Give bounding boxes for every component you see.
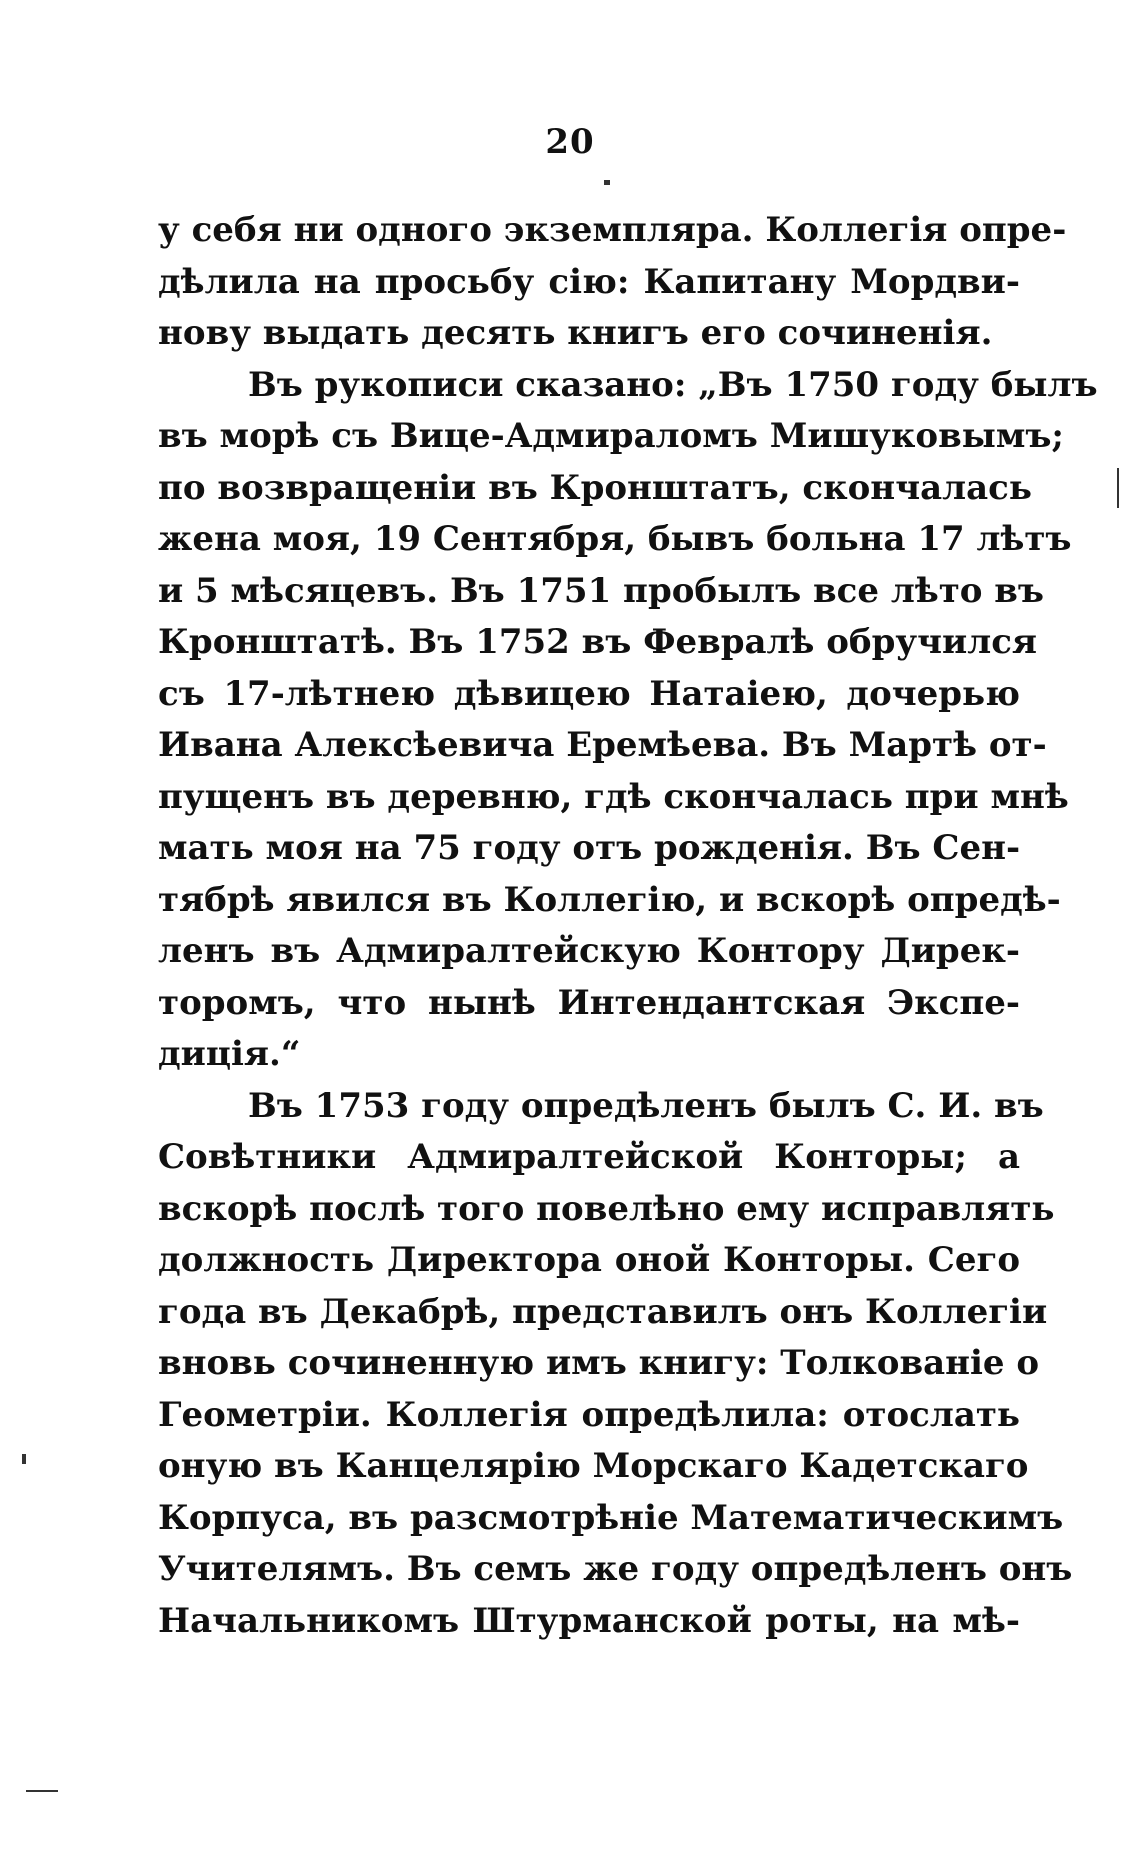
text-line: вскорѣ послѣ того повелѣно ему исправлять [158, 1188, 1055, 1229]
body-text [158, 205, 1098, 1647]
text-line: по возвращеніи въ Кронштатъ, скончалась [158, 467, 1032, 508]
text-line: нову выдать десять книгъ его сочиненія. [158, 313, 993, 353]
text-line: и 5 мѣсяцевъ. Въ 1751 пробылъ все лѣто въ [158, 570, 1045, 611]
text-line: должность Директора оной Конторы. Сего [158, 1240, 1020, 1280]
text-line: Геометріи. Коллегія опредѣлила: отослать [158, 1394, 1020, 1435]
text-line: Въ рукописи сказано: „Въ 1750 году былъ [248, 364, 1098, 405]
scan-mark-top [604, 180, 610, 185]
text-line: жена моя, 19 Сентября, бывъ больна 17 лѣтъ [158, 519, 1072, 559]
text-line: ленъ въ Адмиралтейскую Контору Дирек- [158, 931, 1020, 971]
text-line: въ морѣ съ Вице-Адмираломъ Мишуковымъ; [158, 416, 1064, 456]
text-line: дѣлила на просьбу сію: Капитану Мордви- [158, 261, 1020, 302]
scan-mark-bottom-left [26, 1790, 58, 1792]
text-line: у себя ни одного экземпляра. Коллегія опре- [158, 210, 1067, 250]
page-number: 20 [545, 122, 595, 162]
text-line: оную въ Канцелярію Морскаго Кадетскаго [158, 1446, 1029, 1486]
text-line: Начальникомъ Штурманской роты, на мѣ- [158, 1600, 1020, 1641]
text-line: съ 17-лѣтнею дѣвицею Натаіею, дочерью [158, 673, 1020, 714]
text-line: Ивана Алексѣевича Еремѣева. Въ Мартѣ от- [158, 725, 1047, 765]
text-line: пущенъ въ деревню, гдѣ скончалась при мнѣ [158, 776, 1069, 817]
text-line: диція.“ [158, 1034, 301, 1074]
text-line: Учителямъ. Въ семъ же году опредѣленъ онъ [158, 1549, 1073, 1589]
text-line: торомъ, что нынѣ Интендантская Экспе- [158, 982, 1020, 1023]
text-line: мать моя на 75 году отъ рожденія. Въ Сен- [158, 828, 1021, 868]
scan-mark-left [22, 1454, 26, 1464]
text-line: Совѣтники Адмиралтейской Конторы; а [158, 1137, 1020, 1177]
scan-mark-right [1117, 468, 1119, 508]
text-line: Корпуса, въ разсмотрѣніе Математическимъ [158, 1497, 1064, 1538]
text-line: тябрѣ явился въ Коллегію, и вскорѣ опредѣ- [158, 879, 1061, 920]
text-line: Въ 1753 году опредѣленъ былъ С. И. въ [248, 1085, 1044, 1126]
text-line: года въ Декабрѣ, представилъ онъ Коллегіи [158, 1291, 1048, 1332]
text-line: вновь сочиненную имъ книгу: Толкованіе о [158, 1343, 1040, 1383]
text-line: Кронштатѣ. Въ 1752 въ Февралѣ обручился [158, 622, 1038, 662]
